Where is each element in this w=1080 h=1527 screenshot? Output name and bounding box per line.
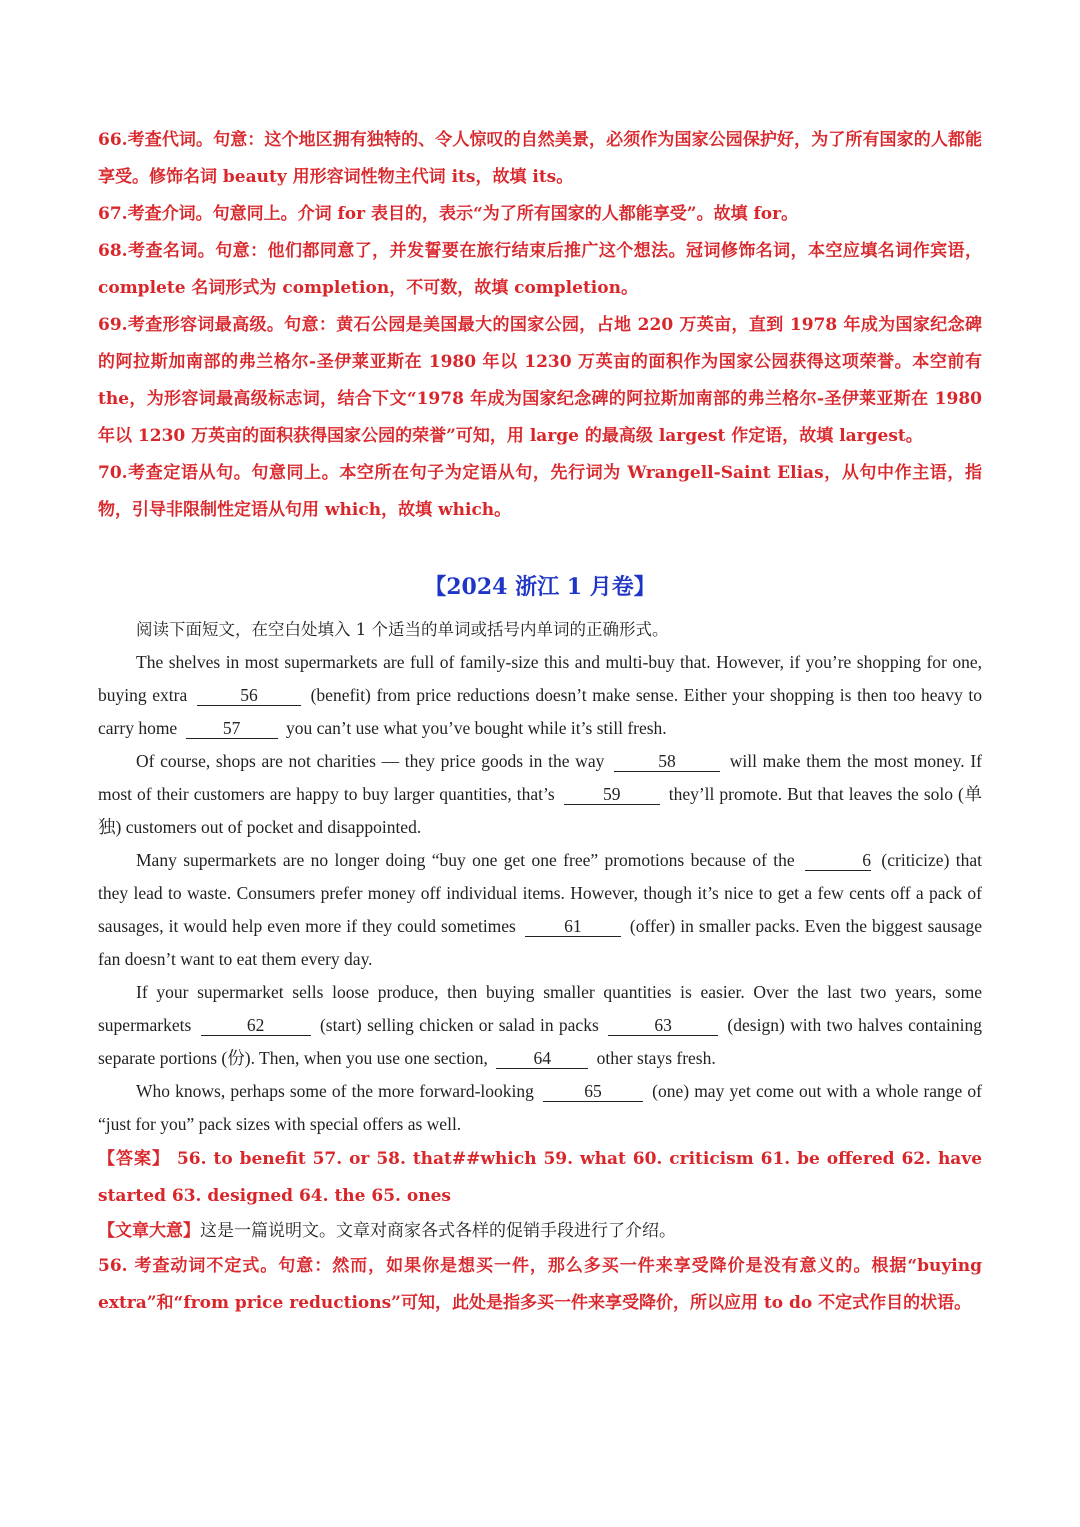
passage-paragraph-3 [98,844,982,976]
blank-58: 58 [614,751,720,772]
section-title: 【2024 浙江 1 月卷】 [424,574,656,600]
blank-61: 61 [525,916,621,937]
passage-paragraph-2 [98,745,982,844]
blank-59: 59 [564,784,660,805]
passage-text: If your supermarket sells loose produce, then buying smaller quantities is easier. Over the last two years, some supermarkets [98,982,982,1035]
passage-text: Who knows, perhaps some of the more forward-looking [136,1081,534,1101]
instruction: 阅读下面短文，在空白处填入 1 个适当的单词或括号内单词的正确形式。 [136,620,669,639]
explanation-67: 67.考查介词。句意同上。介词 for 表目的，表示“为了所有国家的人都能享受”。故填 for。 [98,204,799,224]
passage-text: (benefit) from price reductions doesn’t make sense. Either your shopping is then too heavy to carry home [98,685,983,738]
passage-text: (criticize) that they lead to waste. Consumers prefer money off individual items. However, though it’s nice to get a few cents off a pack of sausages, it would help even more if they could sometimes [98,850,983,936]
passage-text: they’ll promote. But that leaves the solo (单独) customers out of pocket and disappointed. [98,784,983,837]
passage-text: (one) may yet come out with a whole range of “just for you” pack sizes with special offers as well. [98,1081,983,1134]
summary-label: 【文章大意】 [98,1221,200,1241]
blank-63: 63 [608,1015,718,1036]
passage-text: (offer) in smaller packs. Even the biggest sausage fan doesn’t want to eat them every day. [98,916,982,969]
blank-62: 62 [201,1015,311,1036]
answer-label: 【答案】 [98,1149,171,1169]
passage-text: Many supermarkets are no longer doing “buy one get one free” promotions because of the [136,850,795,870]
passage-text: you can’t use what you’ve bought while it’s still fresh. [285,718,667,738]
passage-text: Of course, shops are not charities — they price goods in the way [136,751,605,771]
explanation-56: 56. 考查动词不定式。句意：然而，如果你是想买一件，那么多买一件来享受降价是没有意义的。根据“buying extra”和“from price reductions”可知，此处是指多买一件来享受降价，所以应用 to do 不定式作目的状语。 [98,1256,982,1313]
passage-paragraph-4 [98,976,982,1075]
blank-56: 56 [197,685,301,706]
explanation-69: 69.考查形容词最高级。句意：黄石公园是美国最大的国家公园，占地 220 万英亩，直到 1978 年成为国家纪念碑的阿拉斯加南部的弗兰格尔-圣伊莱亚斯在 1980 年以 1230 万英亩的面积作为国家公园获得这项荣誉。本空前有 the，为形容词最高级标志词，结合下文“1978 年成为国家纪念碑的阿拉斯加南部的弗兰格尔-圣伊莱亚斯在 1980 年以 1230 万英亩的面积获得国家公园的荣誉”可知，用 large 的最高级 largest 作定语，故填 largest。 [98,315,982,446]
explanation-68: 68.考查名词。句意：他们都同意了，并发誓要在旅行结束后推广这个想法。冠词修饰名词，本空应填名词作宾语，complete 名词形式为 completion，不可数，故填 completion。 [98,241,982,298]
article-summary [98,1215,982,1248]
passage-text: (design) with two halves containing separate portions (份). Then, when you use one section, [98,1015,983,1068]
passage-text: The shelves in most supermarkets are full of family-size this and multi-buy that. However, if you’re shopping for one, buying extra [98,652,982,705]
blank-64: 64 [496,1048,588,1069]
blank-60: 6 [805,850,871,871]
document-page [98,122,982,1322]
passage-text: (start) selling chicken or salad in packs [319,1015,599,1035]
answer-text: 56. to benefit 57. or 58. that##which 59. what 60. criticism 61. be offered 62. have started 63. designed 64. the 65. ones [98,1149,983,1206]
passage-text: other stays fresh. [596,1048,716,1068]
explanation-66: 66.考查代词。句意：这个地区拥有独特的、令人惊叹的自然美景，必须作为国家公园保护好，为了所有国家的人都能享受。修饰名词 beauty 用形容词性物主代词 its，故填 its。 [98,130,982,187]
summary-text: 这是一篇说明文。文章对商家各式各样的促销手段进行了介绍。 [200,1221,676,1241]
explanation-70: 70.考查定语从句。句意同上。本空所在句子为定语从句，先行词为 Wrangell-Saint Elias，从句中作主语，指物，引导非限制性定语从句用 which，故填 which。 [98,463,982,520]
blank-57: 57 [186,718,278,739]
answer-key [98,1141,982,1215]
passage-text: will make them the most money. If most of their customers are happy to buy larger quantities, that’s [98,751,982,804]
passage-paragraph-5 [98,1075,982,1141]
passage-paragraph-1 [98,646,982,745]
blank-65: 65 [543,1081,643,1102]
